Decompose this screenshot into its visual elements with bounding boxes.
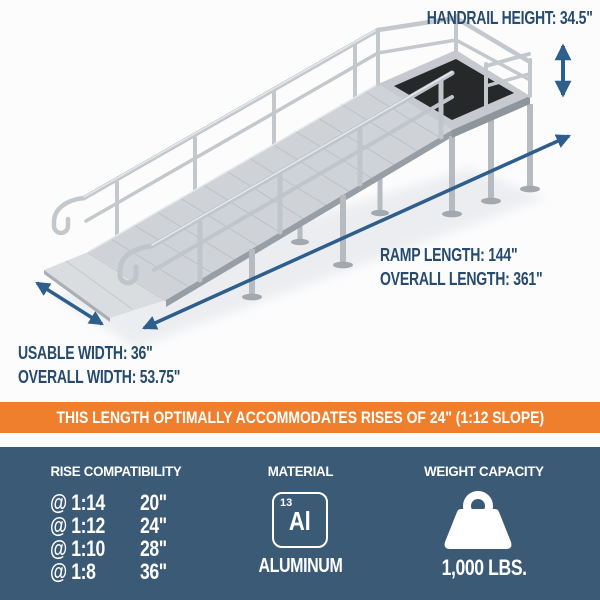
usable-width-label: USABLE WIDTH: 36" xyxy=(18,343,153,363)
handrail-height-label: HANDRAIL HEIGHT: 34.5" xyxy=(427,8,593,28)
material-name: ALUMINUM xyxy=(258,555,342,577)
material-heading: MATERIAL xyxy=(267,463,333,479)
slope-banner-text: THIS LENGTH OPTIMALLY ACCOMMODATES RISES OF 24" (1:12 SLOPE) xyxy=(56,407,544,427)
rise-row: @ 1:10 28" xyxy=(50,536,167,561)
slope-banner xyxy=(0,402,600,433)
rise-compatibility-heading: RISE COMPATIBILITY xyxy=(50,463,182,479)
weight-capacity-value: 1,000 LBS. xyxy=(441,555,527,580)
rise-compatibility-table xyxy=(50,491,173,583)
element-number: 13 xyxy=(280,497,293,509)
material-section xyxy=(232,447,368,600)
weight-capacity-section xyxy=(368,447,600,600)
spec-footer xyxy=(0,447,600,600)
weight-icon xyxy=(433,489,523,549)
rise-row: @ 1:12 24" xyxy=(50,513,167,538)
rise-row: @ 1:8 36" xyxy=(50,559,167,584)
rise-row: @ 1:14 20" xyxy=(50,490,167,515)
element-symbol: Al xyxy=(289,506,311,536)
overall-width-label: OVERALL WIDTH: 53.75" xyxy=(18,367,181,387)
overall-length-label: OVERALL LENGTH: 361" xyxy=(380,269,543,289)
aluminum-periodic-element-icon xyxy=(272,492,328,548)
weight-capacity-heading: WEIGHT CAPACITY xyxy=(424,463,544,479)
ramp-length-label: RAMP LENGTH: 144" xyxy=(380,245,518,265)
rise-compatibility-section xyxy=(0,447,232,600)
